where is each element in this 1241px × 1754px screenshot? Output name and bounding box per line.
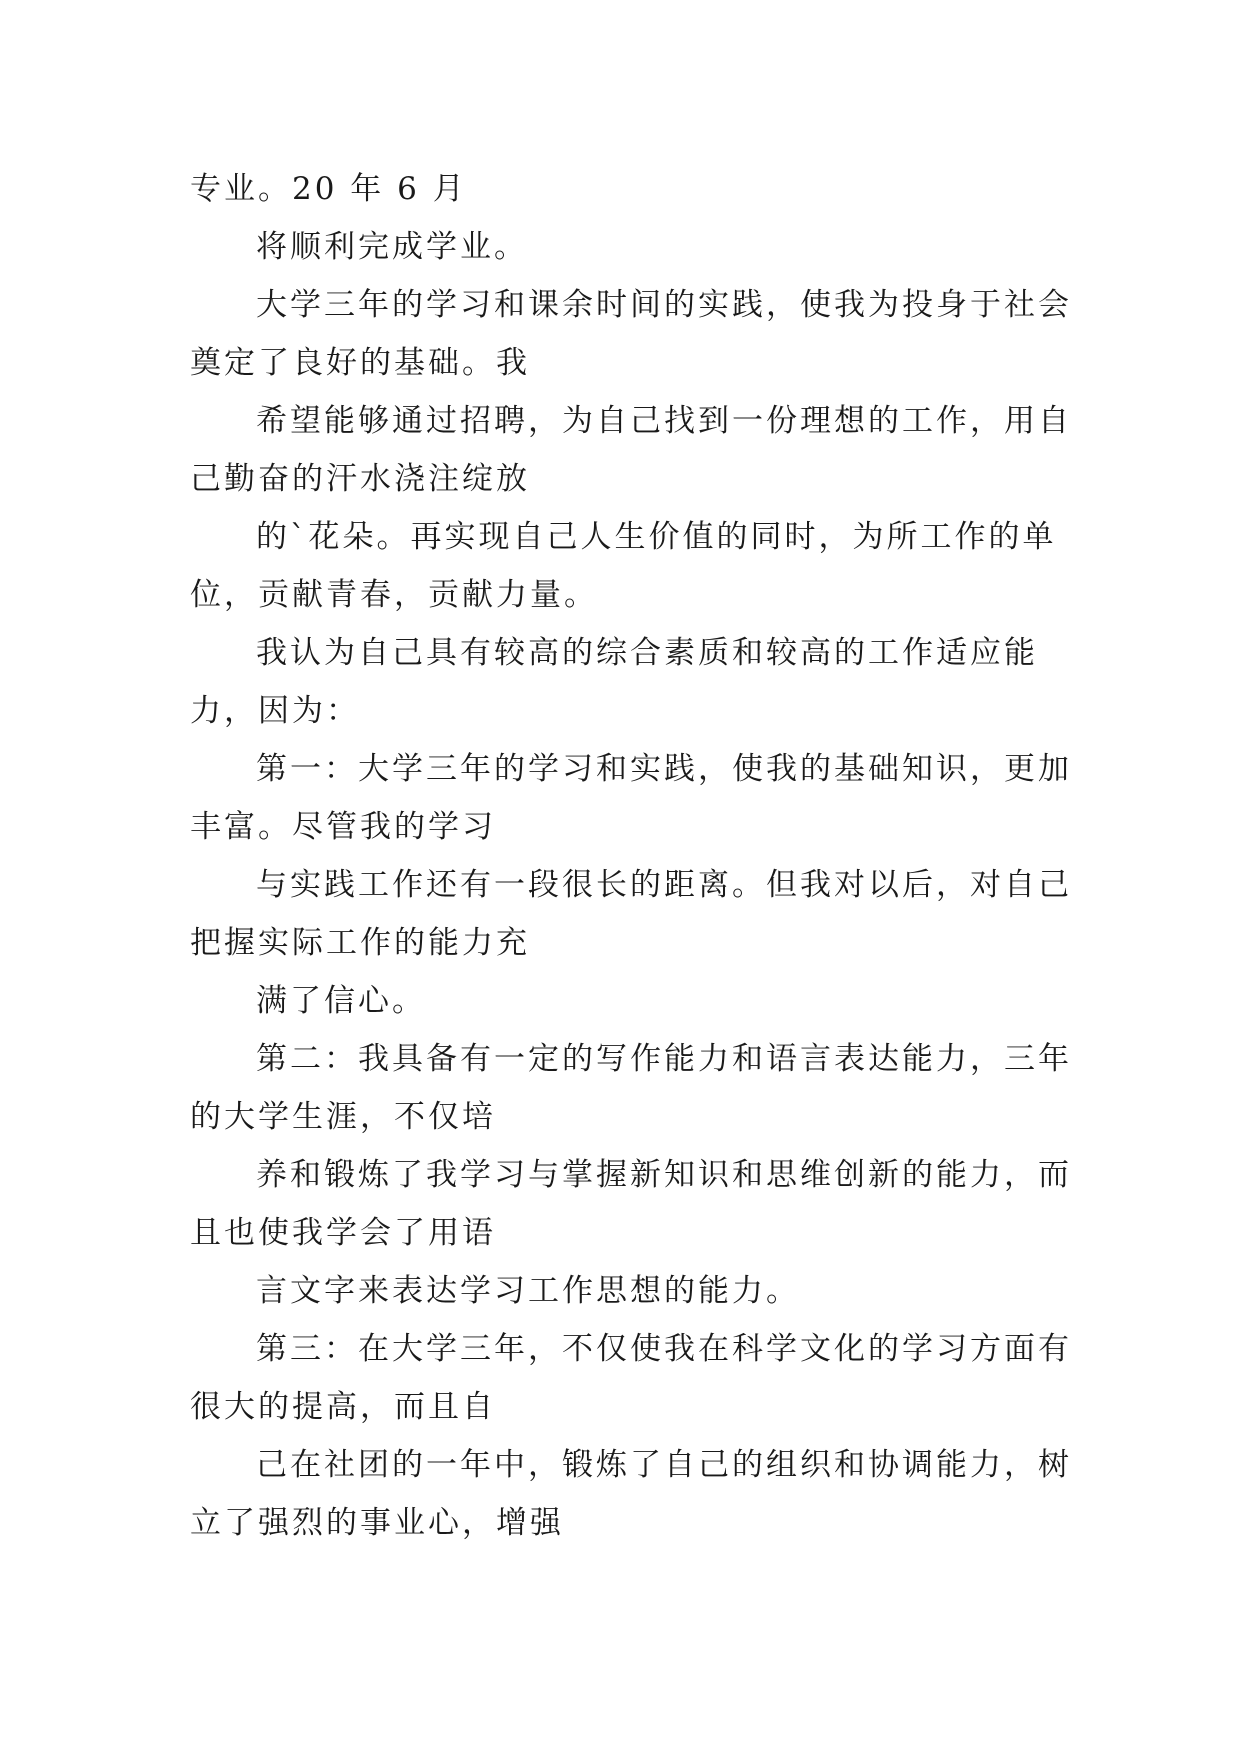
text-line: 位，贡献青春，贡献力量。	[190, 577, 598, 613]
text-line: 丰富。尽管我的学习	[190, 809, 496, 845]
text-line: 的大学生涯，不仅培	[190, 1099, 496, 1135]
text-line: 希望能够通过招聘，为自己找到一份理想的工作，用自	[256, 403, 1072, 439]
text-line: 养和锻炼了我学习与掌握新知识和思维创新的能力，而	[256, 1157, 1072, 1193]
text-line: 奠定了良好的基础。我	[190, 345, 530, 381]
text-line: 第三：在大学三年，不仅使我在科学文化的学习方面有	[256, 1331, 1072, 1367]
text-line: 把握实际工作的能力充	[190, 925, 530, 961]
text-line: 己勤奋的汗水浇注绽放	[190, 461, 530, 497]
document-body	[190, 160, 1072, 1552]
text-line: 我认为自己具有较高的综合素质和较高的工作适应能	[256, 635, 1038, 671]
text-line: 专业。20 年 6 月	[190, 171, 467, 207]
text-line: 己在社团的一年中，锻炼了自己的组织和协调能力，树	[256, 1447, 1072, 1483]
text-line: 满了信心。	[256, 983, 426, 1019]
text-line: 大学三年的学习和课余时间的实践，使我为投身于社会	[256, 287, 1072, 323]
text-line: 且也使我学会了用语	[190, 1215, 496, 1251]
text-line: 力，因为：	[190, 693, 360, 729]
text-line: 的`花朵。再实现自己人生价值的同时，为所工作的单	[256, 519, 1057, 555]
text-line: 与实践工作还有一段很长的距离。但我对以后，对自己	[256, 867, 1072, 903]
text-line: 第二：我具备有一定的写作能力和语言表达能力，三年	[256, 1041, 1072, 1077]
text-line: 言文字来表达学习工作思想的能力。	[256, 1273, 800, 1309]
text-line: 第一：大学三年的学习和实践，使我的基础知识，更加	[256, 751, 1072, 787]
text-line: 立了强烈的事业心，增强	[190, 1505, 564, 1541]
text-line: 很大的提高，而且自	[190, 1389, 496, 1425]
text-line: 将顺利完成学业。	[256, 229, 528, 265]
